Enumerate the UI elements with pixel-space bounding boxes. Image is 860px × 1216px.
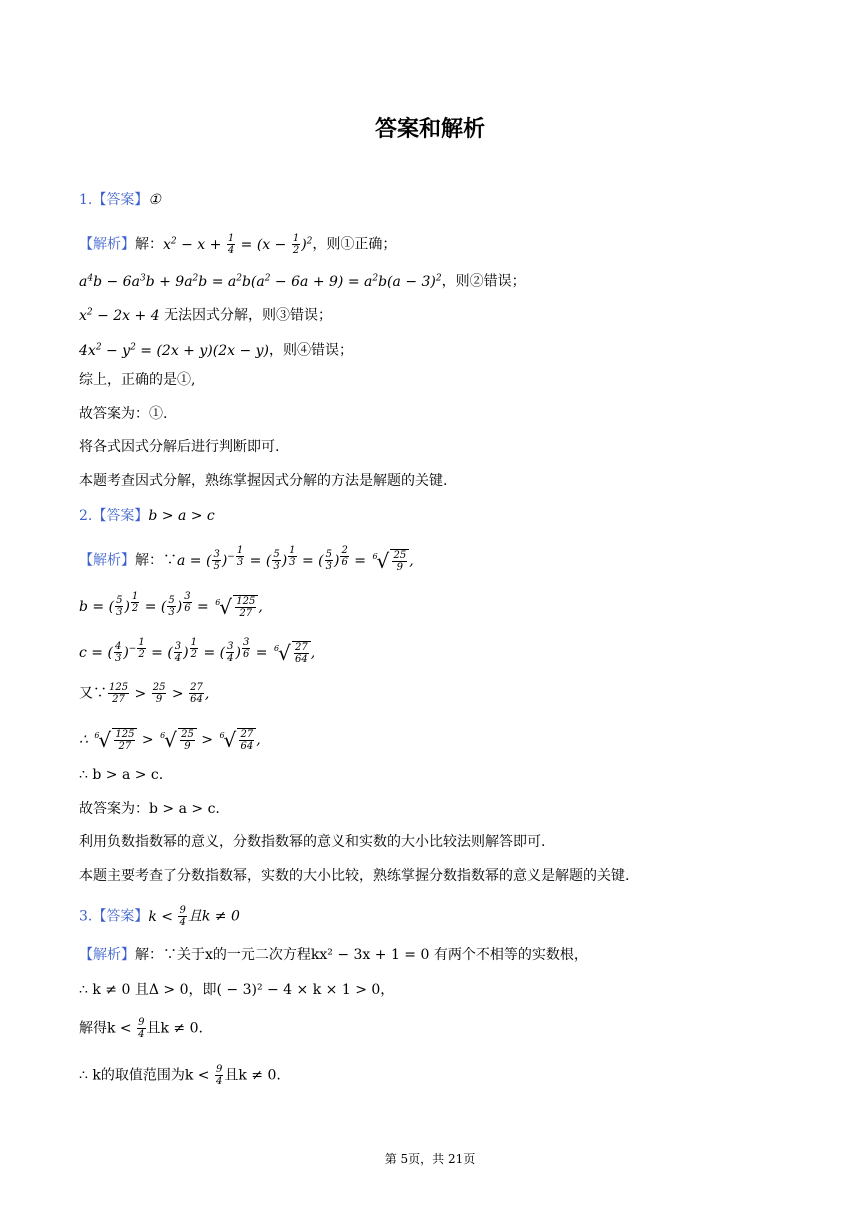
q3-l4-frac: $\frac{9}{4}$ — [215, 1064, 223, 1087]
q1-analysis-line-3 — [79, 302, 332, 326]
q2-formula-roots: ∴ 6 √ $\frac{125}{27}$ > 6 √ $\frac{25}{9}$ > 6 √ $\frac{27}{64}$ , — [79, 728, 261, 752]
q2-final-answer: 故答案为：b > a > c. — [79, 801, 220, 817]
q3-l1: 解：∵关于x的一元二次方程kx² − 3x + 1 = 0 有两个不相等的实数根， — [135, 947, 588, 963]
q2-method: 利用负数指数幂的意义，分数指数幂的意义和实数的大小比较法则解答即可. — [79, 834, 546, 850]
q3-answer-end: 且k ≠ 0 — [187, 908, 240, 925]
q3-l4-pre: ∴ k的取值范围为k < — [79, 1067, 210, 1084]
q1-analysis-line-2 — [79, 268, 526, 292]
q2-formula-compare: $\frac{125}{27}$ > $\frac{25}{9}$ > $\frac{27}{64}$ , — [109, 682, 210, 705]
q3-analysis-line-4 — [79, 1064, 281, 1087]
q1-comment: 本题考查因式分解，熟练掌握因式分解的方法是解题的关键. — [79, 473, 448, 489]
q1-method: 将各式因式分解后进行判断即可. — [79, 439, 280, 455]
page-footer: 第 5页，共 21页 — [384, 1152, 476, 1166]
q1-l1-pre: 解： — [135, 236, 163, 253]
q2-analysis-line-5 — [79, 728, 261, 752]
q2-analysis-line-3 — [79, 637, 315, 665]
q1-formula-3: $x^2 - 2x + 4$ — [79, 307, 165, 324]
q3-l4-end: 且k ≠ 0. — [224, 1067, 281, 1084]
q3-answer-line — [79, 905, 240, 928]
q2-analysis-line-1 — [79, 545, 414, 573]
q3-analysis-line-2: ∴ k ≠ 0 且Δ > 0，即( − 3)² − 4 × k × 1 > 0， — [79, 982, 395, 998]
q2-analysis-line-4 — [79, 682, 209, 705]
q2-formula-b: b = ( $\frac{5}{3}$ ) $^{\frac{1}{2}}$ = ( $\frac{5}{3}$ ) $^{\frac{3}{6}}$ = 6 √ $\frac{125}{27}$ , — [79, 591, 263, 619]
q2-number: 2. — [79, 508, 93, 524]
q2-comment: 本题主要考查了分数指数幂，实数的大小比较，熟练掌握分数指数幂的意义是解题的关键. — [79, 868, 630, 884]
q3-number: 3. — [79, 908, 93, 925]
q1-answer-line — [79, 190, 161, 210]
q1-analysis-line-1 — [79, 231, 396, 256]
q1-number: 1. — [79, 192, 93, 208]
q1-formula-4: $4x^2 - y^2 = (2x + y)(2x - y)$ — [79, 342, 269, 359]
q2-l4-pre: 又∵ — [79, 685, 107, 702]
page-title: 答案和解析 — [374, 117, 485, 142]
q3-l3-pre: 解得k < — [79, 1020, 132, 1037]
q1-l4-end: ，则④错误； — [269, 342, 353, 359]
q1-summary: 综上，正确的是①, — [79, 372, 196, 388]
q2-conclusion: ∴ b > a > c. — [79, 767, 164, 783]
q1-final-answer: 故答案为：①. — [79, 406, 168, 422]
q3-analysis-line-1 — [79, 945, 588, 965]
q1-analysis-line-4 — [79, 337, 353, 361]
q1-l1-end: ，则①正确； — [312, 236, 397, 253]
q3-analysis-tag: 【解析】 — [79, 947, 135, 963]
q2-answer-line — [79, 506, 215, 526]
q3-analysis-line-3 — [79, 1017, 203, 1040]
q2-analysis-line-2 — [79, 591, 263, 619]
q1-formula-1: $x^2 - x$ + $\frac{1}{4}$ = (x − $\frac{1}{2}$ )$^2$ — [163, 233, 313, 257]
q2-answer-tag: 【答案】 — [92, 508, 149, 524]
q2-answer: b > a > c — [148, 508, 215, 524]
q2-analysis-tag: 【解析】 — [79, 552, 135, 569]
q1-answer: ① — [148, 192, 161, 208]
q3-answer-tag: 【答案】 — [92, 908, 149, 925]
q1-formula-2: $a^4b - 6a^3b + 9a^2b = a^2b(a^2 - 6a + 9) = a^2b(a - 3)^2$ — [79, 273, 442, 290]
q1-l3-end: 无法因式分解，则③错误； — [164, 307, 333, 324]
q2-l1-pre: 解：∵ — [135, 552, 177, 569]
q3-answer-formula: k < $\frac{9}{4}$ — [148, 905, 186, 928]
q1-analysis-tag: 【解析】 — [79, 236, 135, 253]
q2-formula-c: c = ( $\frac{4}{3}$ )$^{- \frac{1}{2}}$ = ( $\frac{3}{4}$ ) $^{\frac{1}{2}}$ = ( $\frac{3}{4}$ ) $^{\frac{3}{6}}$ = 6 √ $\frac{27}{64}$ , — [79, 637, 316, 665]
q1-l2-end: ，则②错误； — [441, 273, 526, 290]
q3-l3-end: 且k ≠ 0. — [146, 1020, 203, 1037]
q1-answer-tag: 【答案】 — [92, 192, 149, 208]
q3-l3-frac: $\frac{9}{4}$ — [138, 1017, 145, 1040]
q2-formula-a: a = ( $\frac{3}{5}$ )$^{- \frac{1}{3}}$ = ( $\frac{5}{3}$ ) $^{\frac{1}{3}}$ = ( $\frac{5}{3}$ ) $^{\frac{2}{6}}$ = 6 √ $\frac{25}{9}$ , — [177, 545, 414, 573]
